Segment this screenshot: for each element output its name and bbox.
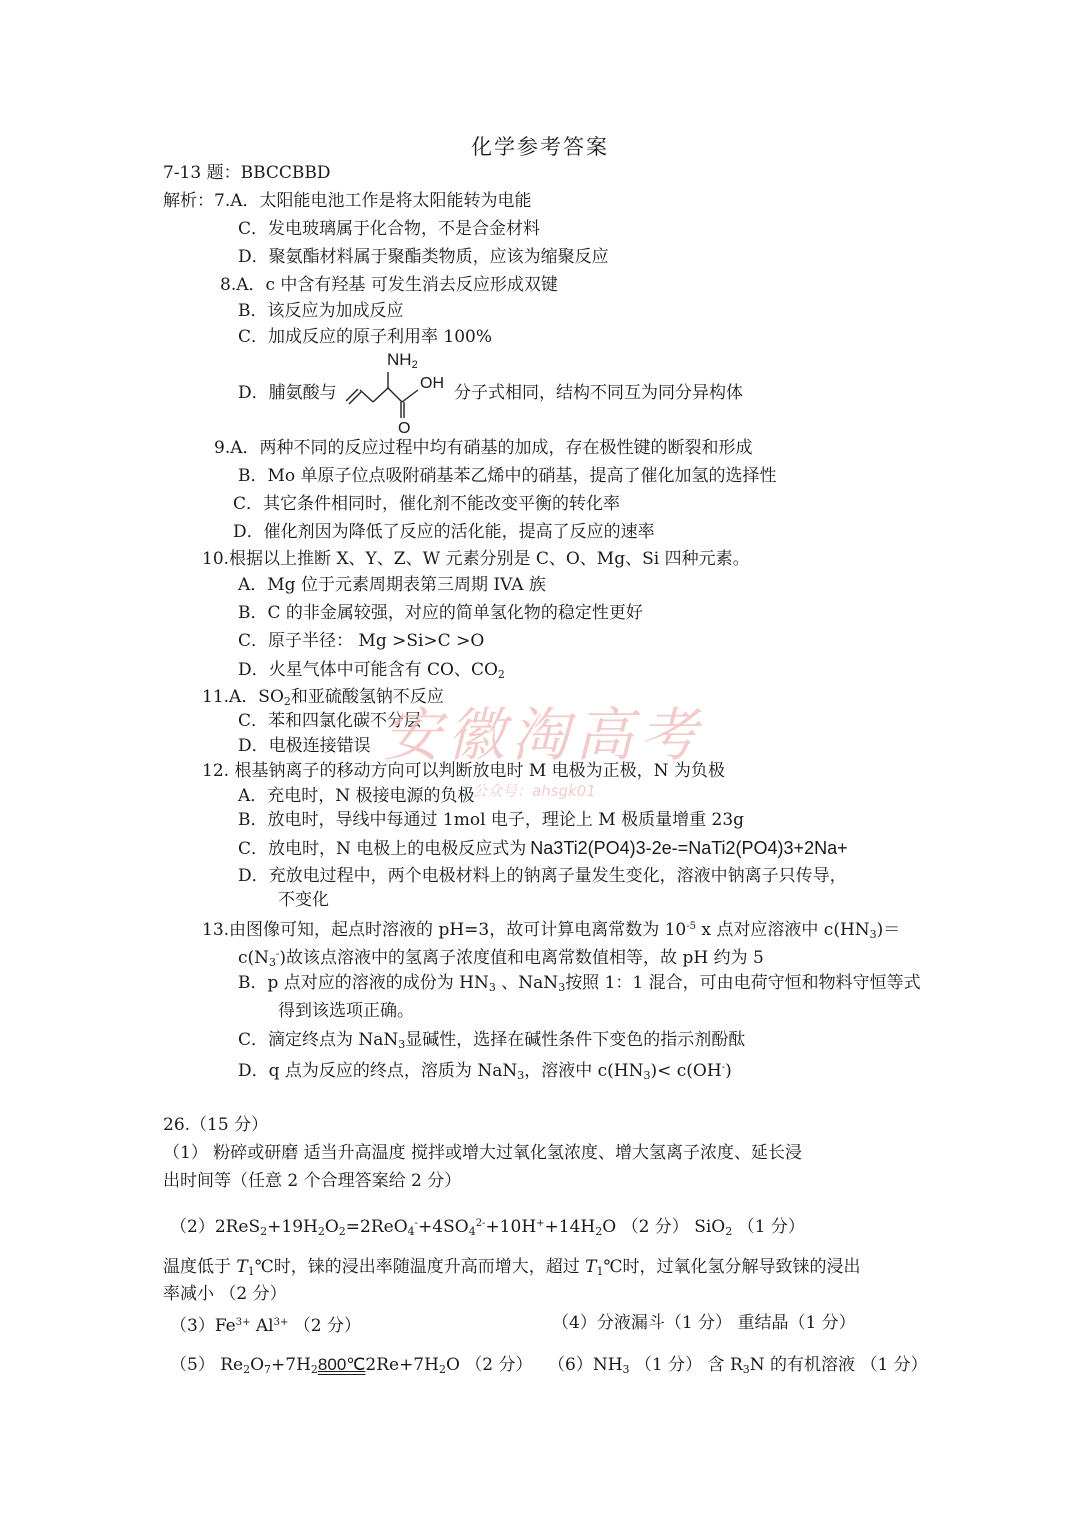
q11-d: D．电极连接错误 — [238, 736, 371, 756]
q13-b2: 得到该选项正确。 — [278, 1001, 414, 1021]
q26-p5-condition: 800℃ — [317, 1355, 366, 1374]
q26-p2: $(2)2ReS_2+19H_2O_2=2ReO_4^-+4SO_4^{2-}+10H^++14H_2O$ （2 分） SiO$_2$ （1 分） — [170, 1217, 805, 1238]
q26-p1b: 出时间等（任意 2 个合理答案给 2 分） — [163, 1171, 462, 1191]
struct-nh2: $NH_2$ — [387, 350, 418, 371]
q26-p5: （5） $Re_2O_7+7H_2800℃2Re+7H_2O$ （2 分） — [170, 1355, 533, 1376]
q13-intro2: $c(N_3^-)$故该点溶液中的氢离子浓度值和电离常数值相等，故 pH 约为 5 — [238, 948, 764, 969]
q12-a: A．充电时，N 极接电源的负极 — [238, 786, 475, 806]
q9-b: B．Mo 单原子位点吸附硝基苯乙烯中的硝基，提高了催化加氢的选择性 — [238, 466, 777, 486]
struct-oh: OH — [420, 375, 444, 392]
q26-head: 26.（15 分） — [163, 1115, 269, 1135]
q13-b1: B．p 点对应的溶液的成份为 $HN_3$ 、NaN$_3$按照 1：1 混合，可由电荷守恒和物料守恒等式 — [238, 973, 921, 994]
q7-d: D．聚氨酯材料属于聚酯类物质，应该为缩聚反应 — [238, 247, 609, 267]
q10-a: A．Mg 位于元素周期表第三周期 IVA 族 — [238, 575, 546, 595]
q9-c: C．其它条件相同时，催化剂不能改变平衡的转化率 — [233, 494, 621, 514]
q10-c: C．原子半径： Mg >Si>C >O — [238, 631, 485, 651]
q11-a: 11.A．$SO_2$和亚硫酸氢钠不反应 — [202, 687, 444, 708]
q26-p1a: （1） 粉碎或研磨 适当升高温度 搅拌或增大过氧化氢浓度、增大氢离子浓度、延长浸 — [163, 1143, 803, 1163]
q12-d1: D．充放电过程中，两个电极材料上的钠离子量发生变化，溶液中钠离子只传导， — [238, 866, 847, 886]
q7-c: C．发电玻璃属于化合物，不是合金材料 — [238, 219, 541, 239]
q26-p6: $(6)NH_3$ （1 分） 含 $R_3N$ 的有机溶液 （1 分） — [548, 1355, 928, 1376]
answer-key: 7-13 题：BBCCBBD — [163, 163, 331, 183]
q26-temp1: 温度低于 $T_1℃$时，铼的浸出率随温度升高而增大，超过 $T_1℃$时，过氧化氢分解导致铼的浸出 — [163, 1257, 861, 1278]
q13-c: C．滴定终点为 NaN$_3$显碱性，选择在碱性条件下变色的指示剂酚酞 — [238, 1030, 746, 1051]
q8-d-suffix: 分子式相同，结构不同互为同分异构体 — [454, 383, 743, 403]
q8-c: C．加成反应的原子利用率 100% — [238, 327, 493, 347]
q12-intro: 12. 根基钠离子的移动方向可以判断放电时 M 电极为正极，N 为负极 — [202, 761, 725, 781]
q12-c: C．放电时，N 电极上的电极反应式为 Na3Ti2(PO4)3-2e-=NaTi2(PO4)3+2Na+ — [238, 838, 848, 859]
q26-temp2: 率减小 （2 分） — [163, 1284, 287, 1304]
watermark: 安徽淘高考 — [383, 701, 704, 769]
q26-p4: （4）分液漏斗（1 分） 重结晶（1 分） — [552, 1313, 856, 1333]
q8-b: B．该反应为加成反应 — [238, 301, 404, 321]
q13-d: D．q 点为反应的终点，溶质为 NaN$_3$，溶液中 $c(HN_3)< c(OH^-)$ — [238, 1061, 732, 1082]
q12-b: B．放电时，导线中每通过 1mol 电子，理论上 M 极质量增重 23g — [238, 810, 745, 830]
struct-o: O — [398, 420, 411, 437]
q12-c-equation: Na3Ti2(PO4)3-2e-=NaTi2(PO4)3+2Na+ — [530, 838, 848, 858]
q9-d: D．催化剂因为降低了反应的活化能，提高了反应的速率 — [233, 522, 655, 542]
q7-a: 解析：7.A．太阳能电池工作是将太阳能转为电能 — [163, 191, 532, 211]
q13-intro1: 13.由图像可知，起点时溶液的 pH=3，故可计算电离常数为 $10^{-5}$ x 点对应溶液中 $c(HN_3)=$ — [202, 920, 901, 941]
q10-intro: 10.根据以上推断 X、Y、Z、W 元素分别是 C、O、Mg、Si 四种元素。 — [202, 549, 750, 569]
q8-a: 8.A．c 中含有羟基 可发生消去反应形成双键 — [220, 275, 558, 295]
q26-p3: $(3)Fe^{3+}$ $Al^{3+}$ （2 分） — [170, 1316, 361, 1336]
watermark-sub: 公众号：ahsgk01 — [472, 782, 596, 800]
q8-d-prefix: D．脯氨酸与 — [238, 383, 337, 403]
page-title: 化学参考答案 — [471, 135, 609, 159]
q12-d2: 不变化 — [278, 890, 329, 910]
q9-a: 9.A．两种不同的反应过程中均有硝基的加成，存在极性键的断裂和形成 — [214, 438, 753, 458]
q10-d: D．火星气体中可能含有 CO、$CO_2$ — [238, 660, 505, 681]
q11-c: C．苯和四氯化碳不分层 — [238, 711, 422, 731]
q10-b: B．C 的非金属较强，对应的简单氢化物的稳定性更好 — [238, 603, 643, 623]
